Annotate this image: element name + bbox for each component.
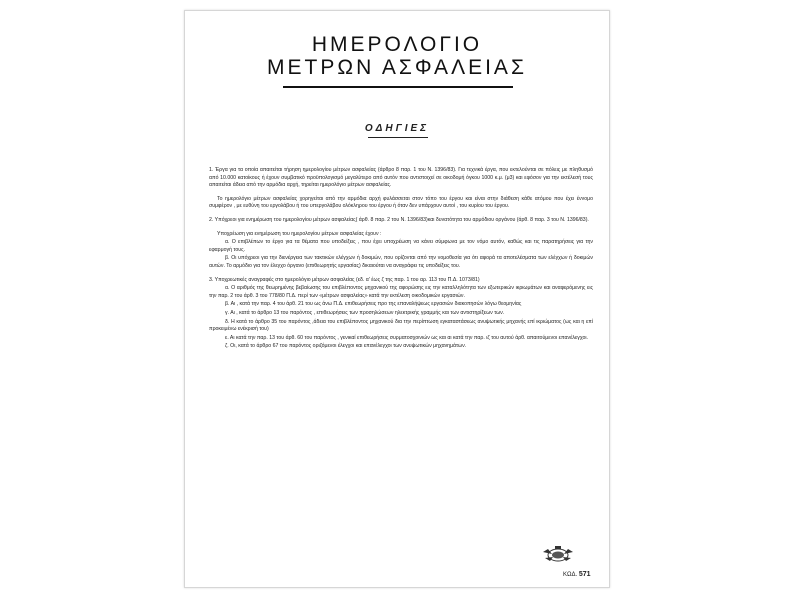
product-code-label: ΚΩΔ. <box>563 572 578 578</box>
title-line-1: ΗΜΕΡΟΛΟΓΙΟ <box>311 33 483 56</box>
paragraph-3: 2. Υπόχρεοι για ενημέρωση του ημερολογίου μέτρων ασφαλείας( άρθ. 8 παρ. 2 του Ν. 1396/83)και δυνατότητα του αρμόδιου οργάνου (άρθ. 8 παρ. 3 του Ν. 1396/83). <box>209 216 589 223</box>
instructions-body <box>209 167 593 352</box>
paragraph-5: α. Ο επιβλέπων το έργο για τα θέματα που υποδείξεις , που έχει υποχρέωση να κάνει σύμφωνα με τον νόμο αυτόν, καθώς και τις παρατηρήσεις για την εφαρμογή τους. <box>209 239 593 253</box>
paragraph-8: α. Ο αριθμός της θεωρημένης βεβαίωσης του επιβλέποντος μηχανικού της αφορώσης εις την καταλληλότητα των εξωτερικών ικριωμάτων και αναφερόμενης εις την παρ. 2 του άρθ. 3 του 778/80 Π.Δ. περί των «μέτρων ασφαλείας» κατά την εκτέλεση οικοδομικών εργασιών. <box>209 285 593 299</box>
paragraph-12: ε. Αι κατά την παρ. 13 του άρθ. 60 του παρόντος , γενικαί επιθεωρήσεις συρματοσχοινιών ως και αι κατά την παρ. ιζ του αυτού άρθ. απαιτούμενοι επανέλεγχοι. <box>225 334 588 341</box>
paragraph-11: δ. Η κατά το άρθρο 35 του παρόντος ,άδεια του επιβλέποντος μηχανικού δια την περίπτωση εγκαταστάσεως ανυψωτικής μηχανής επί ικριώματος (ως και η επί προκειμένω ενέκρισή του) <box>209 318 593 333</box>
title-line-2: ΜΕΤΡΩΝ ΑΣΦΑΛΕΙΑΣ <box>267 56 527 79</box>
paragraph-6: β. Οι υπόχρεοι για την διενέργεια των τακτικών ελέγχων ή δοκιμών, που ορίζονται από την νομοθεσία για ότι αφορά τα αποτελέσματα των ελέγχων ή δοκιμών αυτών. Το αρμόδιο για τον έλεγχο όργανο (επιθεωρητής εργασίας) δικαιούται να αναγράφει τις υποδείξεις του. <box>209 255 593 269</box>
paragraph-13: ζ. Οι, κατά το άρθρο 67 του παρόντος οριζόμενοι έλεγχοι και επανέλεγχοι των ανυψωτικών μηχανημάτων. <box>225 343 467 350</box>
paragraph-1: 1. Έργα για τα οποία απαιτείται τήρηση ημερολογίου μέτρων ασφαλείας (άρθρο 8 παρ. 1 του Ν. 1396/83). Για τεχνικά έργα, που εκτελούνται σε πόλεις με πληθυσμό από 10.000 κατοίκους ή έχουν συμβατικό προϋπολογισμό μεγαλύτερο από αυτόν που αντιστοιχεί σε οικοδομή όγκου 1000 κ.μ. (μ3) και εφόσον για την εκτέλεσή τους απαιτείται άδεια από την αρμόδια αρχή, τηρείται ημερολόγιο μέτρων ασφαλείας. <box>209 167 593 189</box>
paragraph-4: Υποχρέωση για ενημέρωση του ημερολογίου μέτρων ασφαλείας έχουν : <box>217 230 382 237</box>
paragraph-10: γ. Αι , κατά το άρθρο 13 του παρόντος , επιθεωρήσεις των προσηλώσεων ηλεκτρικής γραμμής και των αντιστηρίξεων των. <box>225 309 505 316</box>
instructions-heading: ΟΔΗΓΙΕΣ <box>364 123 430 134</box>
publisher-eagle-logo-icon <box>541 545 575 563</box>
paragraph-9: β. Αι , κατά την παρ. 4 του άρθ. 21 του ως άνω Π.Δ. επιθεωρήσεις προ της επαναλήψεως εργασιών διακοπησών λόγω θεομηνίας <box>225 301 522 308</box>
title-underline <box>283 86 513 88</box>
product-code-number: 571 <box>578 571 591 578</box>
paragraph-2: Το ημερολόγιο μέτρων ασφαλείας χορηγείται από την αρμόδια αρχή φυλάσσεται στον τόπο του έργου και είναι στην διάθεση κάθε ατόμου που έχει έννομο συμφέρον , με ευθύνη του εργολάβου ή του υπεργολάβου ολόκληρου του έργου ή όταν δεν υπάρχουν αυτοί , του κυρίου του έργου. <box>209 195 593 210</box>
instructions-underline <box>368 137 428 138</box>
paragraph-7: 3. Υποχρεωτικές αναγραφές στο ημερολόγιο μέτρων ασφαλείας (εδ. α' έως ζ της παρ. 1 του αρ. 113 του Π.Δ. 1073/81) <box>209 276 480 283</box>
product-code <box>563 571 591 578</box>
document-page <box>184 10 610 588</box>
